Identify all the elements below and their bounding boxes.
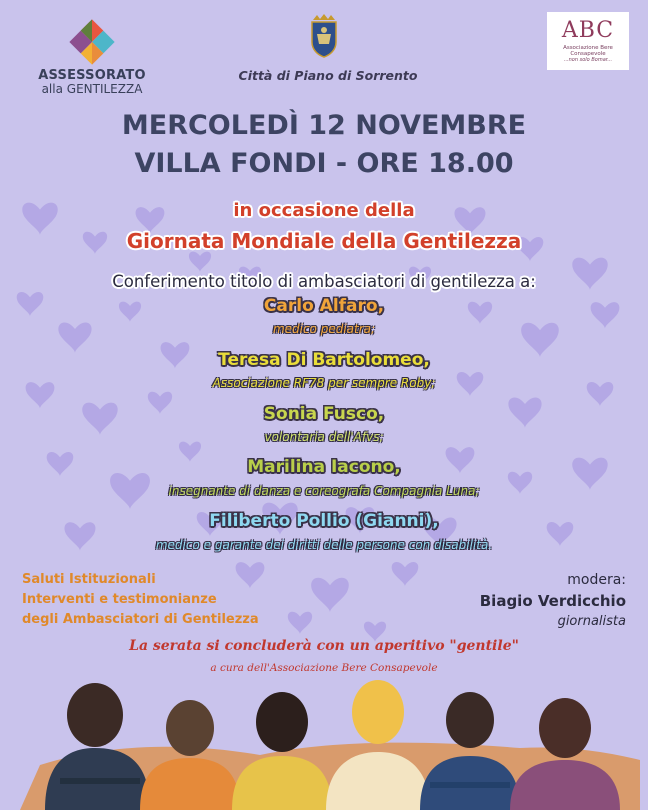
abc-logo (547, 12, 629, 70)
ambassador-name: Marilina Iacono, (247, 457, 401, 477)
moderator-block (406, 570, 626, 632)
program-list (22, 570, 312, 630)
ambassador-name: Filiberto Pollio (Gianni), (209, 511, 439, 531)
abc-logo-line-1: Associazione Bere Consapevole (563, 45, 613, 57)
closing-line: La serata si concluderà con un aperitivo "gentile" (129, 638, 519, 654)
city-name: Città di Piano di Sorrento (238, 68, 418, 83)
logo-line-1: ASSESSORATO (38, 68, 146, 83)
program-item: Interventi e testimonianze (22, 592, 217, 607)
abc-logo-mark: ABC (561, 18, 615, 43)
assessorato-logo (22, 16, 162, 96)
colorful-square-logo-icon (61, 16, 123, 68)
ambassador-role: Associazione RF78 per sempre Roby; (212, 376, 436, 390)
occasion-line-1: in occasione della (233, 200, 415, 221)
ambassador-role: medico pediatra; (272, 322, 376, 336)
moderator-name: Biagio Verdicchio (479, 592, 626, 610)
moderator-label: modera: (567, 572, 626, 588)
moderator-role: giornalista (557, 614, 626, 629)
logo-line-2: alla GENTILEZZA (41, 82, 143, 96)
ambassador-role: medico e garante dei diritti delle persone con disabilità. (155, 538, 493, 552)
coat-of-arms-icon (309, 14, 339, 58)
closing-credit: a cura dell'Associazione Bere Consapevole (210, 662, 438, 674)
people-hugging-illustration (0, 660, 648, 810)
ambassador-name: Sonia Fusco, (263, 404, 385, 424)
ambassador-name: Carlo Alfaro, (263, 296, 385, 316)
ambassador-role: volontaria dell'Afvs; (264, 430, 384, 444)
program-item: degli Ambasciatori di Gentilezza (22, 612, 259, 627)
event-place-time: VILLA FONDI - ORE 18.00 (134, 148, 514, 179)
ambassador-name: Teresa Di Bartolomeo, (218, 350, 430, 370)
ambassador-role: insegnante di danza e coreografa Compagnia Luna; (168, 484, 480, 498)
abc-logo-line-2: ...non solo Bomar... (563, 57, 613, 63)
event-date: MERCOLEDÌ 12 NOVEMBRE (121, 110, 527, 141)
intro-text: Conferimento titolo di ambasciatori di gentilezza a: (112, 272, 536, 291)
occasion-line-2: Giornata Mondiale della Gentilezza (126, 229, 522, 253)
program-item: Saluti Istituzionali (22, 572, 156, 587)
